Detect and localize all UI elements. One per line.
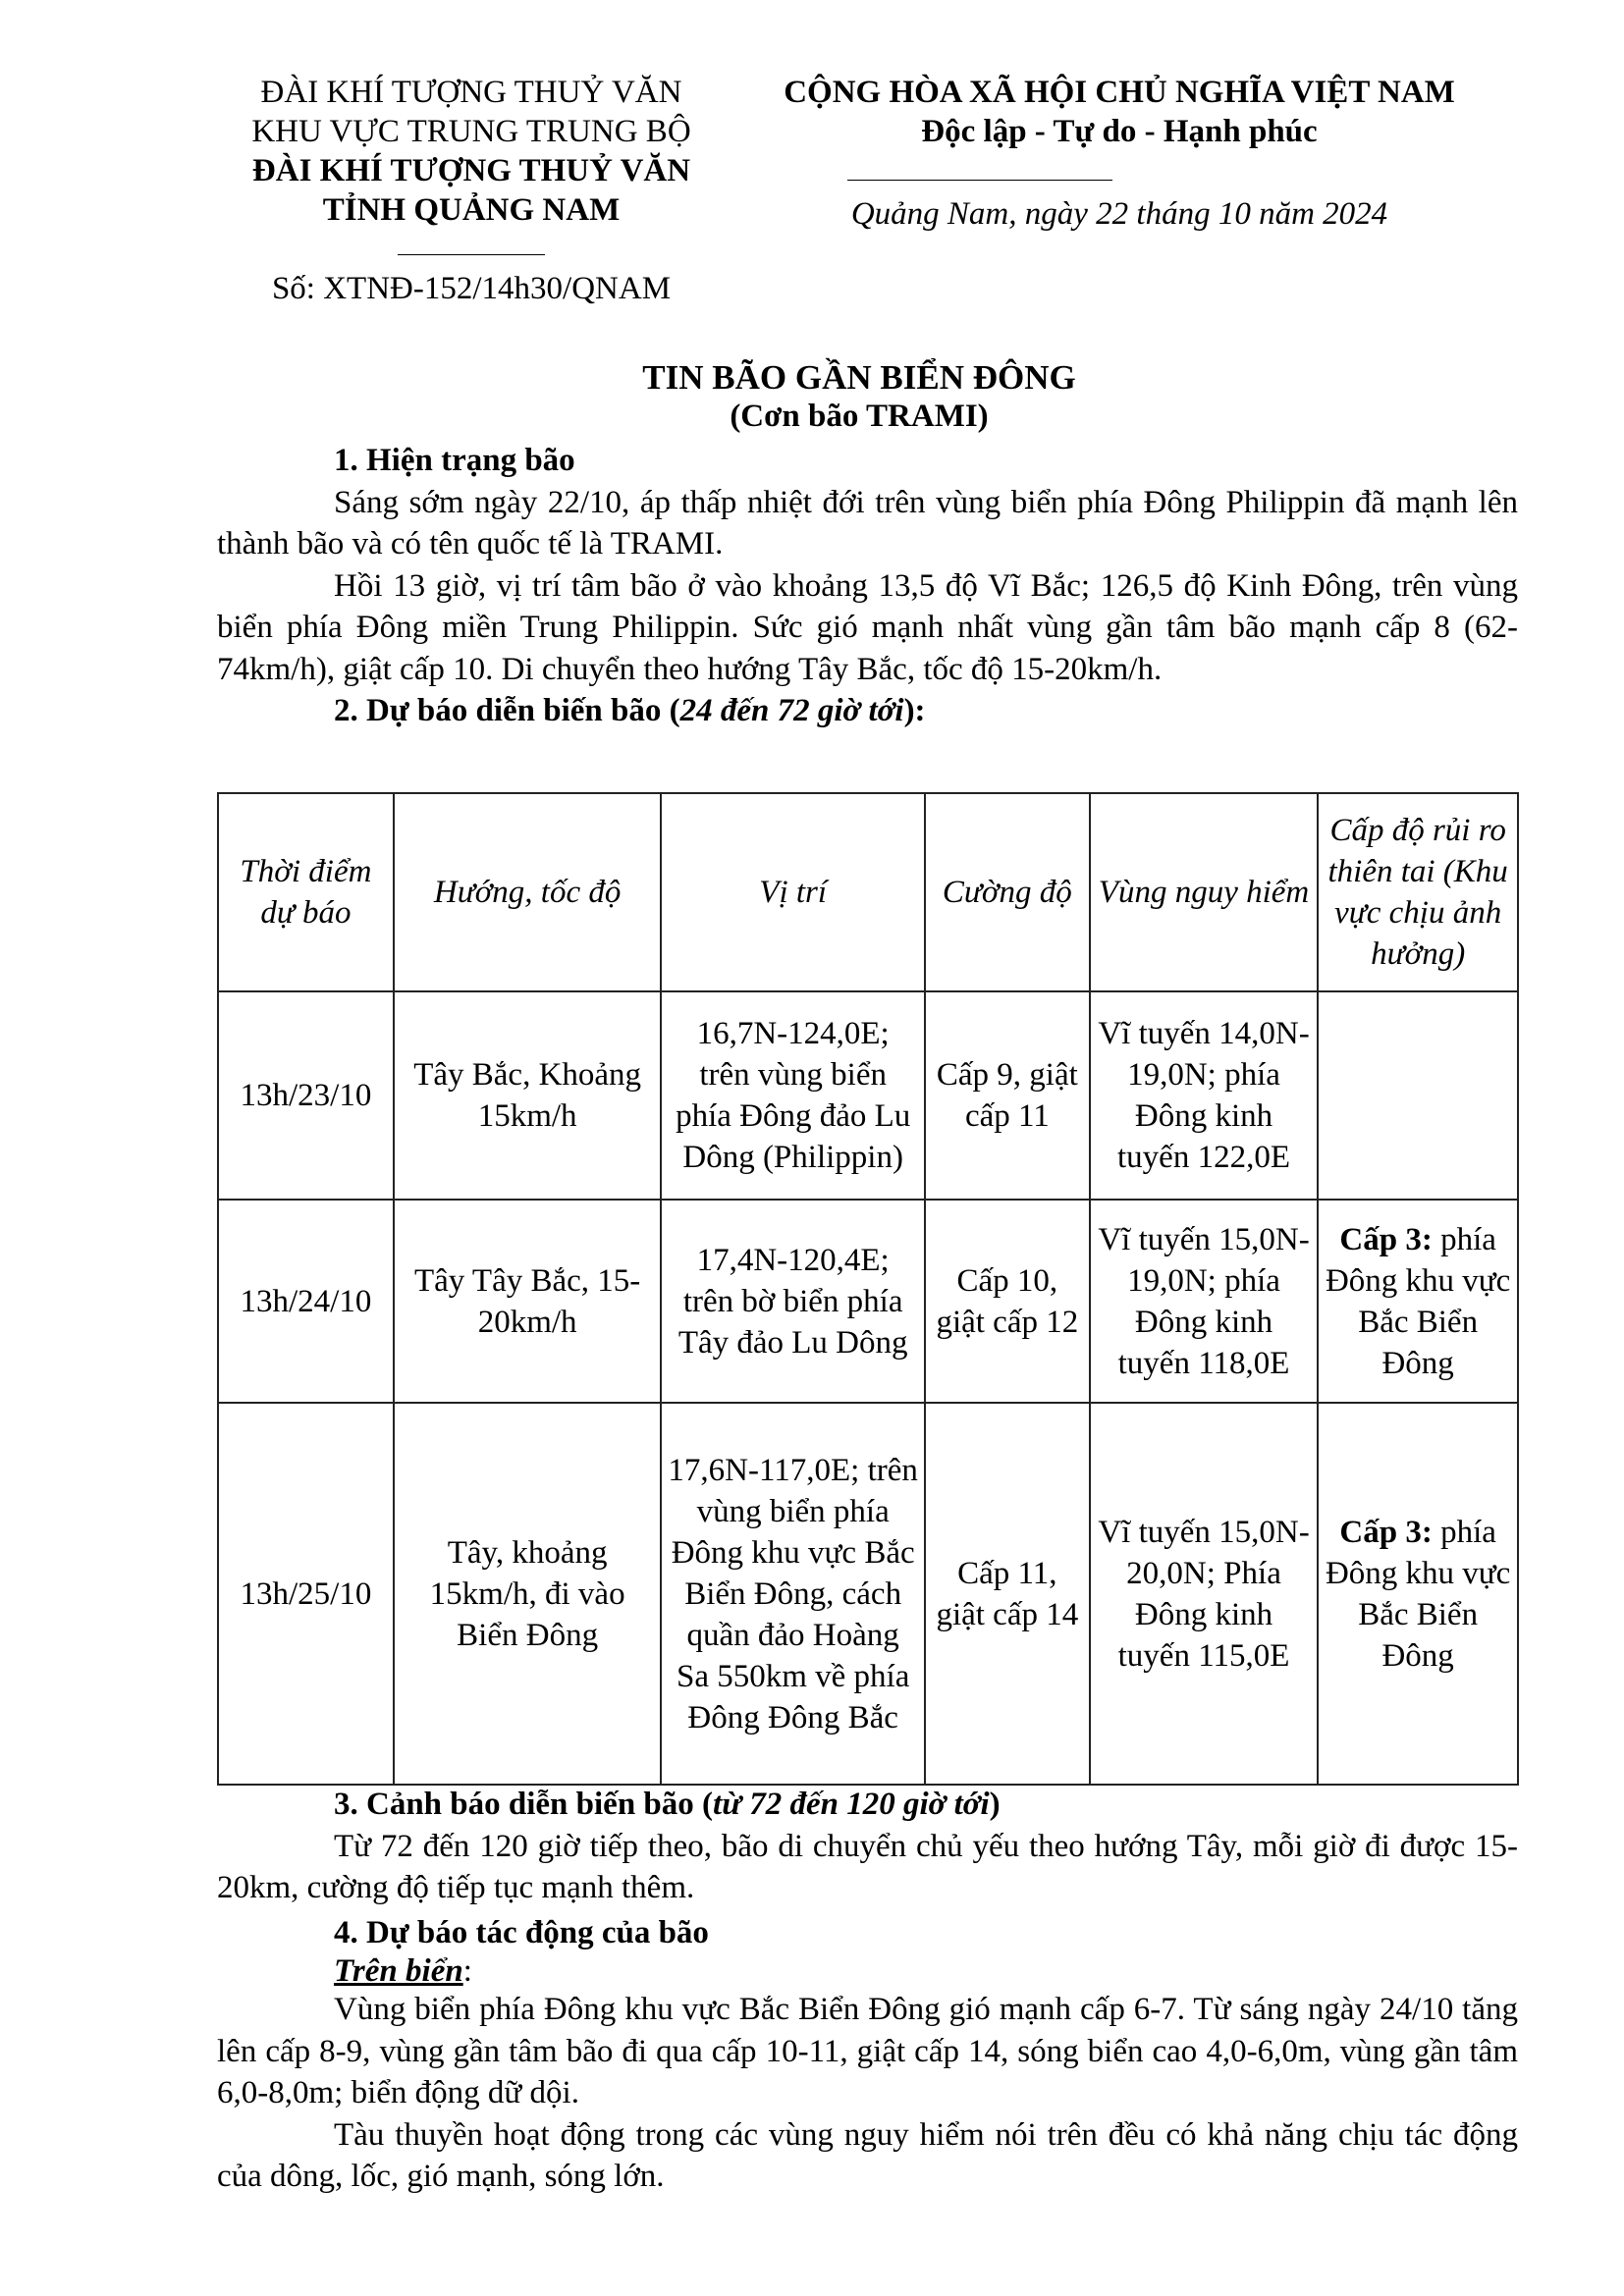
- cell-direction: Tây Bắc, Khoảng 15km/h: [394, 991, 661, 1200]
- risk-level: Cấp 3:: [1339, 1514, 1433, 1550]
- section-3-heading-prefix: 3. Cảnh báo diễn biến bão (: [334, 1787, 714, 1822]
- section-1-paragraph-1: Sáng sớm ngày 22/10, áp thấp nhiệt đới trên vùng biển phía Đông Philippin đã mạnh lên thành bão và có tên quốc tế là TRAMI.: [217, 484, 1518, 561]
- agency-header: [196, 73, 746, 230]
- section-4-subheading: [217, 1953, 1518, 1989]
- header-risk-level: Cấp độ rủi ro thiên tai (Khu vực chịu ảnh hưởng): [1318, 793, 1518, 991]
- national-header: [727, 73, 1512, 151]
- section-2-heading-prefix: 2. Dự báo diễn biến bão (: [334, 693, 680, 728]
- cell-danger-zone: Vĩ tuyến 15,0N-19,0N; phía Đông kinh tuyến 118,0E: [1090, 1200, 1319, 1403]
- section-3-heading: [217, 1784, 1518, 1826]
- cell-time: 13h/24/10: [218, 1200, 394, 1403]
- header-intensity: Cường độ: [925, 793, 1090, 991]
- right-header-divider: [847, 180, 1112, 181]
- document-title: TIN BÃO GẦN BIỂN ĐÔNG: [642, 358, 1076, 397]
- national-title: CỘNG HÒA XÃ HỘI CHỦ NGHĨA VIỆT NAM: [784, 75, 1455, 110]
- risk-area: phía Đông khu vực Bắc Biển Đông: [1325, 1221, 1511, 1381]
- header-direction: Hướng, tốc độ: [394, 793, 661, 991]
- header-position: Vị trí: [661, 793, 925, 991]
- header-time: Thời điểm dự báo: [218, 793, 394, 991]
- document-number: Số: XTNĐ-152/14h30/QNAM: [271, 271, 672, 306]
- cell-time: 13h/25/10: [218, 1403, 394, 1785]
- risk-level: Cấp 3:: [1339, 1221, 1433, 1257]
- section-2-heading-suffix: ):: [903, 693, 926, 728]
- section-warnings: [217, 1784, 1518, 2198]
- table-row: [218, 1403, 1518, 1785]
- at-sea-label-suffix: :: [462, 1953, 472, 1989]
- section-3-paragraph: Từ 72 đến 120 giờ tiếp theo, bão di chuyển chủ yếu theo hướng Tây, mỗi giờ đi được 15-20km, cường độ tiếp tục mạnh thêm.: [217, 1828, 1518, 1905]
- cell-risk: [1318, 991, 1518, 1200]
- section-2-heading-italic: 24 đến 72 giờ tới: [679, 693, 904, 728]
- section-3-heading-suffix: ): [989, 1787, 1001, 1822]
- national-motto: Độc lập - Tự do - Hạnh phúc: [921, 114, 1318, 149]
- section-4-paragraph-1: Vùng biển phía Đông khu vực Bắc Biển Đông gió mạnh cấp 6-7. Từ sáng ngày 24/10 tăng lên cấp 8-9, vùng gần tâm bão đi qua cấp 10-11, giật cấp 14, sóng biển cao 4,0-6,0m, vùng gần tâm 6,0-8,0m; biển động dữ dội.: [217, 1992, 1518, 2110]
- section-1-heading: 1. Hiện trạng bão: [334, 443, 575, 478]
- cell-position: 17,6N-117,0E; trên vùng biển phía Đông khu vực Bắc Biển Đông, cách quần đảo Hoàng Sa 550km về phía Đông Đông Bắc: [661, 1403, 925, 1785]
- table-header-row: [218, 793, 1518, 991]
- cell-position: 17,4N-120,4E; trên bờ biển phía Tây đảo Lu Dông: [661, 1200, 925, 1403]
- forecast-table: [217, 792, 1519, 1786]
- cell-position: 16,7N-124,0E; trên vùng biển phía Đông đảo Lu Dông (Philippin): [661, 991, 925, 1200]
- cell-direction: Tây, khoảng 15km/h, đi vào Biển Đông: [394, 1403, 661, 1785]
- section-4-paragraph-2: Tàu thuyền hoạt động trong các vùng nguy hiểm nói trên đều có khả năng chịu tác động của dông, lốc, gió mạnh, sóng lớn.: [217, 2116, 1518, 2194]
- section-current-status: [217, 440, 1518, 732]
- cell-time: 13h/23/10: [218, 991, 394, 1200]
- agency-line-4: TỈNH QUẢNG NAM: [322, 192, 621, 228]
- header-danger-zone: Vùng nguy hiểm: [1090, 793, 1319, 991]
- storm-name: (Cơn bão TRAMI): [730, 399, 989, 434]
- agency-line-2: KHU VỰC TRUNG TRUNG BỘ: [251, 114, 691, 149]
- section-4-heading: 4. Dự báo tác động của bão: [334, 1914, 709, 1950]
- table-row: [218, 991, 1518, 1200]
- cell-intensity: Cấp 11, giật cấp 14: [925, 1403, 1090, 1785]
- cell-intensity: Cấp 10, giật cấp 12: [925, 1200, 1090, 1403]
- agency-line-1: ĐÀI KHÍ TƯỢNG THUỶ VĂN: [260, 75, 682, 110]
- section-2-heading: [217, 690, 1518, 732]
- cell-direction: Tây Tây Bắc, 15-20km/h: [394, 1200, 661, 1403]
- at-sea-label: Trên biển: [334, 1953, 463, 1989]
- section-3-heading-italic: từ 72 đến 120 giờ tới: [713, 1787, 990, 1822]
- risk-area: phía Đông khu vực Bắc Biển Đông: [1325, 1514, 1511, 1674]
- cell-intensity: Cấp 9, giật cấp 11: [925, 991, 1090, 1200]
- cell-danger-zone: Vĩ tuyến 15,0N-20,0N; Phía Đông kinh tuyến 115,0E: [1090, 1403, 1319, 1785]
- document-date: Quảng Nam, ngày 22 tháng 10 năm 2024: [850, 196, 1388, 232]
- table-row: [218, 1200, 1518, 1403]
- cell-danger-zone: Vĩ tuyến 14,0N-19,0N; phía Đông kinh tuyến 122,0E: [1090, 991, 1319, 1200]
- left-header-divider: [398, 254, 545, 255]
- agency-line-3: ĐÀI KHÍ TƯỢNG THUỶ VĂN: [251, 153, 691, 188]
- cell-risk: [1318, 1200, 1518, 1403]
- cell-risk: [1318, 1403, 1518, 1785]
- section-1-paragraph-2: Hồi 13 giờ, vị trí tâm bão ở vào khoảng 13,5 độ Vĩ Bắc; 126,5 độ Kinh Đông, trên vùng biển phía Đông miền Trung Philippin. Sức gió mạnh nhất vùng gần tâm bão mạnh cấp 8 (62-74km/h), giật cấp 10. Di chuyển theo hướng Tây Bắc, tốc độ 15-20km/h.: [217, 567, 1518, 687]
